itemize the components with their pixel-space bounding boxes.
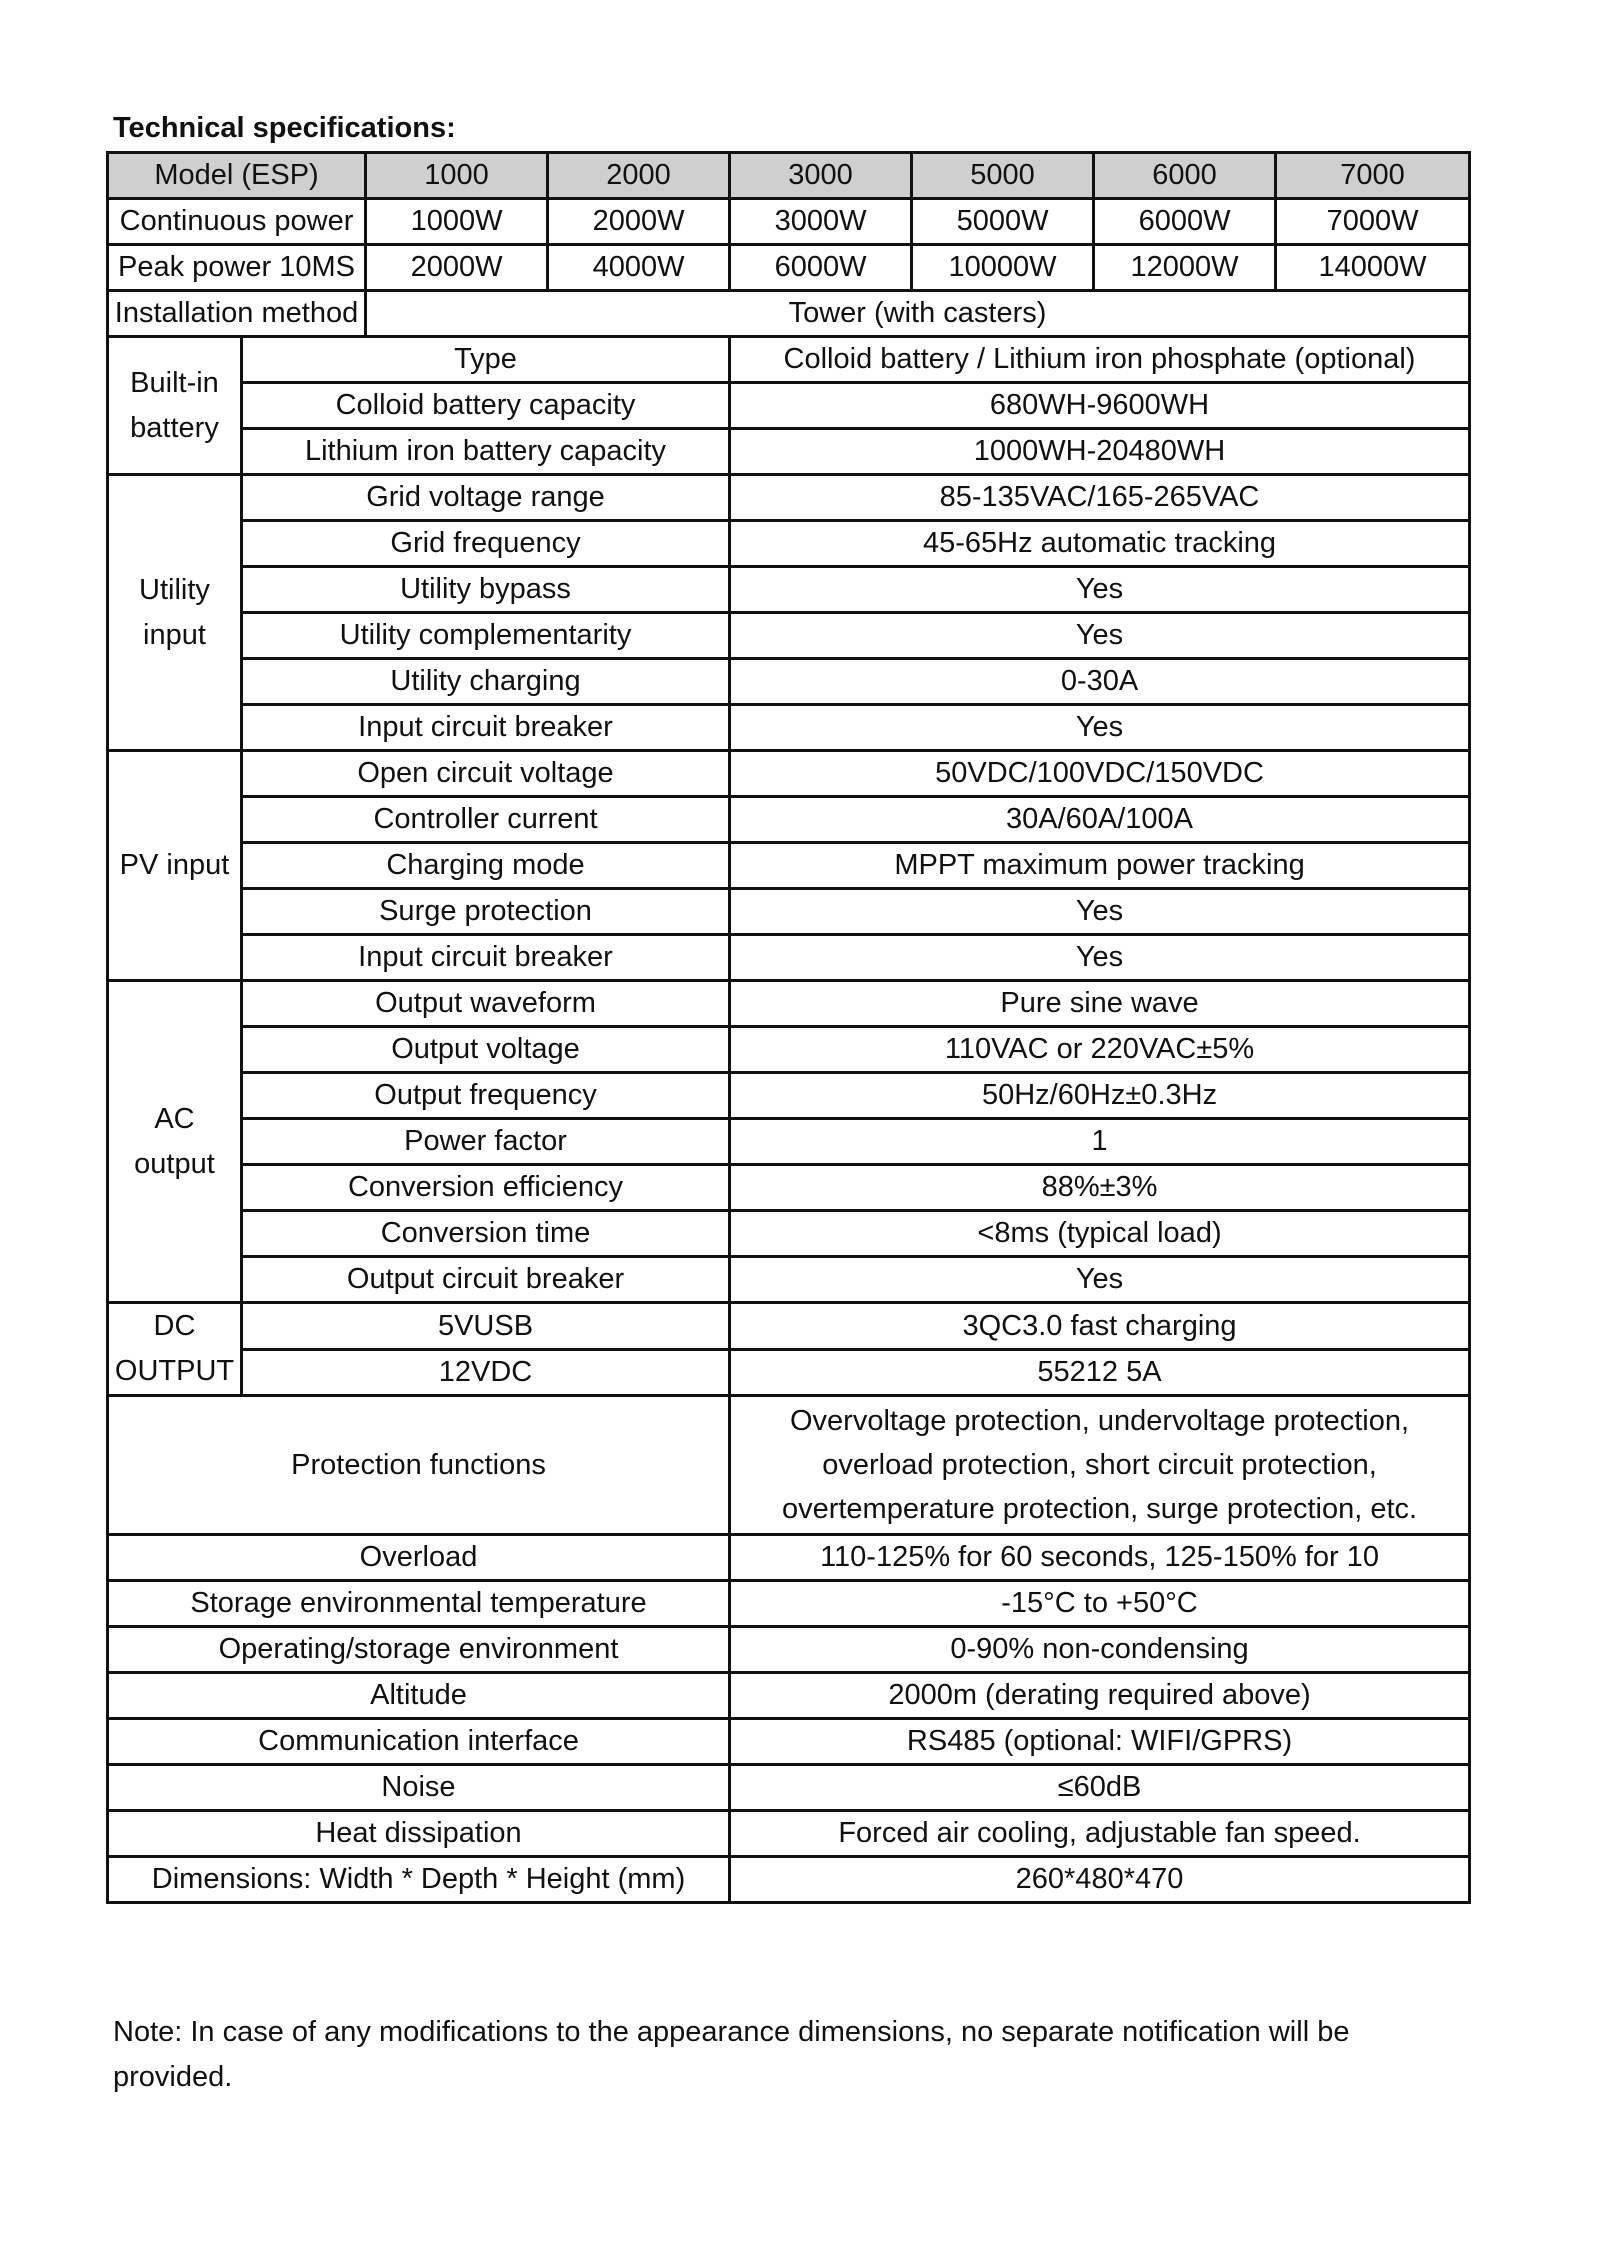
row-value: Yes (730, 935, 1470, 981)
spec-row (108, 475, 1470, 521)
row-value: Pure sine wave (730, 981, 1470, 1027)
row-value: 0-30A (730, 659, 1470, 705)
row-value: 55212 5A (730, 1349, 1470, 1396)
spec-row (108, 935, 1470, 981)
model-cell: 3000 (730, 153, 912, 199)
row-value: 680WH-9600WH (730, 383, 1470, 429)
row-value: Forced air cooling, adjustable fan speed. (730, 1811, 1470, 1857)
row-value: 45-65Hz automatic tracking (730, 521, 1470, 567)
row-label: Communication interface (108, 1719, 730, 1765)
row-value: 2000W (548, 199, 730, 245)
header-row (108, 153, 1470, 199)
spec-row (108, 1027, 1470, 1073)
row-label: Input circuit breaker (242, 705, 730, 751)
model-label-cell: Model (ESP) (108, 153, 366, 199)
spec-row (108, 1627, 1470, 1673)
row-value: 10000W (912, 245, 1094, 291)
protection-row (108, 1396, 1470, 1535)
spec-row (108, 797, 1470, 843)
row-value: 6000W (730, 245, 912, 291)
row-label: Lithium iron battery capacity (242, 429, 730, 475)
row-value: 1000WH-20480WH (730, 429, 1470, 475)
row-value: Yes (730, 613, 1470, 659)
continuous-power-row (108, 199, 1470, 245)
spec-row (108, 337, 1470, 383)
row-value: 6000W (1094, 199, 1276, 245)
spec-row (108, 613, 1470, 659)
row-label: Conversion efficiency (242, 1165, 730, 1211)
row-label: Heat dissipation (108, 1811, 730, 1857)
spec-row (108, 429, 1470, 475)
row-label: Controller current (242, 797, 730, 843)
spec-row (108, 1257, 1470, 1303)
row-label: Utility bypass (242, 567, 730, 613)
row-value: 7000W (1276, 199, 1470, 245)
row-label: Output circuit breaker (242, 1257, 730, 1303)
row-label: Installation method (108, 291, 366, 337)
row-value: 50Hz/60Hz±0.3Hz (730, 1073, 1470, 1119)
row-label: Noise (108, 1765, 730, 1811)
row-label: Storage environmental temperature (108, 1581, 730, 1627)
row-label: Altitude (108, 1673, 730, 1719)
model-cell: 6000 (1094, 153, 1276, 199)
row-value: Yes (730, 567, 1470, 613)
row-value: 88%±3% (730, 1165, 1470, 1211)
row-value: Yes (730, 705, 1470, 751)
spec-row (108, 1857, 1470, 1903)
row-label: Operating/storage environment (108, 1627, 730, 1673)
group-label: Built-in battery (108, 337, 242, 475)
model-cell: 5000 (912, 153, 1094, 199)
row-label: Output frequency (242, 1073, 730, 1119)
group-label: PV input (108, 751, 242, 981)
spec-row (108, 981, 1470, 1027)
row-value: Colloid battery / Lithium iron phosphate (optional) (730, 337, 1470, 383)
footnote: Note: In case of any modifications to the appearance dimensions, no separate notification will be provided. (113, 2016, 1350, 2093)
row-value: RS485 (optional: WIFI/GPRS) (730, 1719, 1470, 1765)
row-value: MPPT maximum power tracking (730, 843, 1470, 889)
spec-row (108, 1673, 1470, 1719)
model-cell: 1000 (366, 153, 548, 199)
row-label: Input circuit breaker (242, 935, 730, 981)
spec-row (108, 843, 1470, 889)
row-label: Peak power 10MS (108, 245, 366, 291)
row-value: 14000W (1276, 245, 1470, 291)
row-value: 2000W (366, 245, 548, 291)
group-label: Utility input (108, 475, 242, 751)
row-value: 1000W (366, 199, 548, 245)
row-label: Dimensions: Width * Depth * Height (mm) (108, 1857, 730, 1903)
spec-row (108, 1765, 1470, 1811)
row-label: Conversion time (242, 1211, 730, 1257)
spec-row (108, 1073, 1470, 1119)
row-label: Overload (108, 1535, 730, 1581)
group-label: AC output (108, 981, 242, 1303)
row-label: Output voltage (242, 1027, 730, 1073)
row-value: Tower (with casters) (366, 291, 1470, 337)
model-cell: 7000 (1276, 153, 1470, 199)
row-value: -15°C to +50°C (730, 1581, 1470, 1627)
spec-row (108, 1211, 1470, 1257)
spec-row (108, 889, 1470, 935)
installation-row (108, 291, 1470, 337)
row-value: 85-135VAC/165-265VAC (730, 475, 1470, 521)
group-label: DC OUTPUT (108, 1303, 242, 1396)
row-label: Utility charging (242, 659, 730, 705)
row-value: 4000W (548, 245, 730, 291)
row-label: Grid frequency (242, 521, 730, 567)
spec-row (108, 751, 1470, 797)
row-value: Yes (730, 889, 1470, 935)
spec-row (108, 1303, 1470, 1350)
spec-row (108, 1165, 1470, 1211)
row-value: 260*480*470 (730, 1857, 1470, 1903)
spec-table (106, 151, 1471, 1904)
page-title: Technical specifications: (113, 112, 456, 144)
row-value: 12000W (1094, 245, 1276, 291)
row-value: 2000m (derating required above) (730, 1673, 1470, 1719)
spec-row (108, 1119, 1470, 1165)
row-label: Type (242, 337, 730, 383)
model-cell: 2000 (548, 153, 730, 199)
spec-row (108, 567, 1470, 613)
row-value: 0-90% non-condensing (730, 1627, 1470, 1673)
row-value: 110VAC or 220VAC±5% (730, 1027, 1470, 1073)
row-value: ≤60dB (730, 1765, 1470, 1811)
row-value: 110-125% for 60 seconds, 125-150% for 10 (730, 1535, 1470, 1581)
row-label: Power factor (242, 1119, 730, 1165)
row-label: Protection functions (108, 1396, 730, 1535)
row-value: 50VDC/100VDC/150VDC (730, 751, 1470, 797)
spec-row (108, 1719, 1470, 1765)
row-label: Continuous power (108, 199, 366, 245)
row-value: Yes (730, 1257, 1470, 1303)
spec-row (108, 1581, 1470, 1627)
row-value: 5000W (912, 199, 1094, 245)
spec-row (108, 659, 1470, 705)
row-label: Utility complementarity (242, 613, 730, 659)
row-label: Colloid battery capacity (242, 383, 730, 429)
row-value: 3000W (730, 199, 912, 245)
row-value: 30A/60A/100A (730, 797, 1470, 843)
row-label: 5VUSB (242, 1303, 730, 1350)
spec-row (108, 383, 1470, 429)
row-label: 12VDC (242, 1349, 730, 1396)
row-label: Surge protection (242, 889, 730, 935)
row-value: 3QC3.0 fast charging (730, 1303, 1470, 1350)
spec-row (108, 1349, 1470, 1396)
spec-row (108, 1811, 1470, 1857)
row-label: Open circuit voltage (242, 751, 730, 797)
row-label: Grid voltage range (242, 475, 730, 521)
row-label: Output waveform (242, 981, 730, 1027)
spec-row (108, 521, 1470, 567)
spec-row (108, 1535, 1470, 1581)
row-value: 1 (730, 1119, 1470, 1165)
row-value: Overvoltage protection, undervoltage protection, overload protection, short circuit protection, overtemperature protection, surge protection, etc. (730, 1396, 1470, 1535)
row-label: Charging mode (242, 843, 730, 889)
row-value: <8ms (typical load) (730, 1211, 1470, 1257)
peak-power-row (108, 245, 1470, 291)
spec-row (108, 705, 1470, 751)
